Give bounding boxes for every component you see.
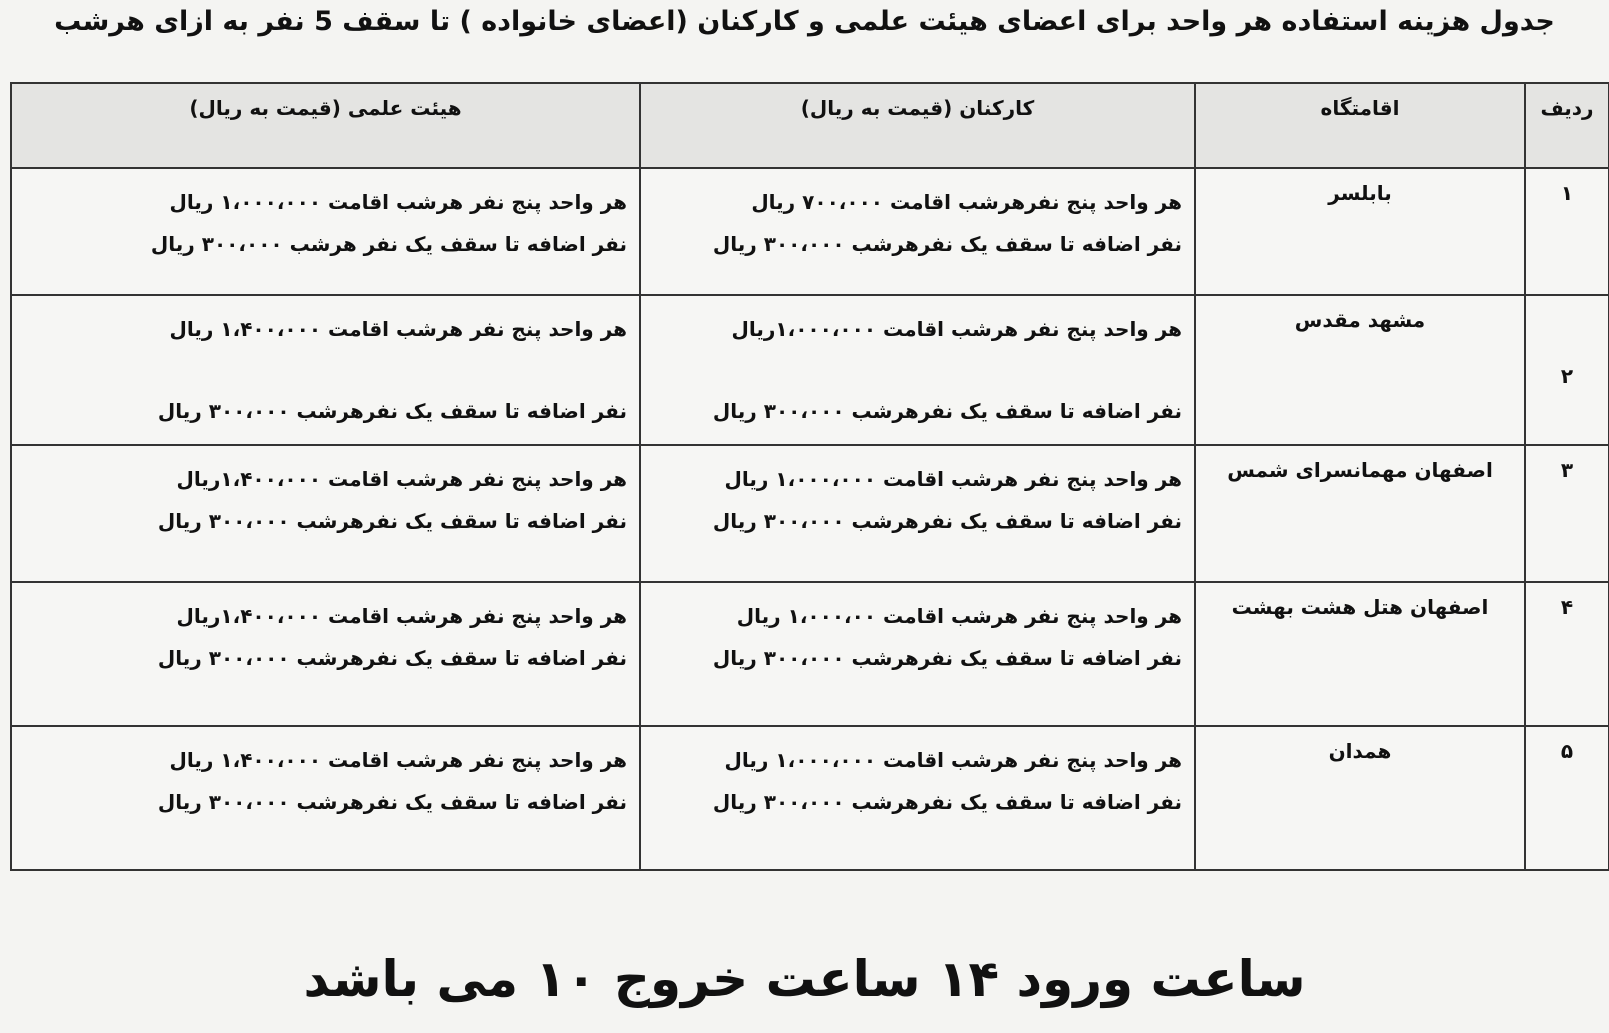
staff-rate-extra: نفر اضافه تا سقف یک نفرهرشب ۳۰۰،۰۰۰ ریال: [712, 509, 1182, 533]
faculty-rate-unit: هر واحد پنج نفر هرشب اقامت ۱،۴۰۰،۰۰۰ریال: [176, 467, 627, 491]
staff-rate-unit: هر واحد پنج نفرهرشب اقامت ۷۰۰،۰۰۰ ریال: [751, 190, 1182, 214]
staff-rate: [640, 582, 1195, 726]
faculty-rate: [11, 445, 640, 582]
row-number: ۵: [1525, 726, 1609, 870]
table-row: [11, 168, 1609, 295]
staff-rate-extra: نفر اضافه تا سقف یک نفرهرشب ۳۰۰،۰۰۰ ریال: [712, 399, 1182, 423]
place-name: مشهد مقدس: [1195, 295, 1525, 445]
faculty-rate: [11, 295, 640, 445]
header-row-number: ردیف: [1525, 83, 1609, 168]
faculty-rate-unit: هر واحد پنج نفر هرشب اقامت ۱،۴۰۰،۰۰۰ریال: [176, 604, 627, 628]
place-name: اصفهان هتل هشت بهشت: [1195, 582, 1525, 726]
staff-rate-unit: هر واحد پنج نفر هرشب اقامت ۱،۰۰۰،۰۰ ریال: [736, 604, 1182, 628]
faculty-rate: [11, 726, 640, 870]
faculty-rate-extra: نفر اضافه تا سقف یک نفرهرشب ۳۰۰،۰۰۰ ریال: [157, 646, 627, 670]
header-place: اقامتگاه: [1195, 83, 1525, 168]
faculty-rate-unit: هر واحد پنج نفر هرشب اقامت ۱،۴۰۰،۰۰۰ ریال: [169, 748, 627, 772]
staff-rate-extra: نفر اضافه تا سقف یک نفرهرشب ۳۰۰،۰۰۰ ریال: [712, 790, 1182, 814]
faculty-rate-unit: هر واحد پنج نفر هرشب اقامت ۱،۴۰۰،۰۰۰ ریال: [169, 317, 627, 341]
staff-rate: [640, 726, 1195, 870]
table-row: [11, 726, 1609, 870]
place-name: همدان: [1195, 726, 1525, 870]
rates-table: [10, 82, 1609, 871]
header-row: [11, 83, 1609, 168]
faculty-rate: [11, 582, 640, 726]
faculty-rate-extra: نفر اضافه تا سقف یک نفرهرشب ۳۰۰،۰۰۰ ریال: [157, 509, 627, 533]
place-name: بابلسر: [1195, 168, 1525, 295]
faculty-rate-extra: نفر اضافه تا سقف یک نفرهرشب ۳۰۰،۰۰۰ ریال: [157, 399, 627, 423]
staff-rate-unit: هر واحد پنج نفر هرشب اقامت ۱،۰۰۰،۰۰۰ ریال: [724, 748, 1182, 772]
row-number: ۲: [1525, 295, 1609, 445]
faculty-rate-extra: نفر اضافه تا سقف یک نفر هرشب ۳۰۰،۰۰۰ ریال: [150, 232, 627, 256]
row-number: ۱: [1525, 168, 1609, 295]
table-row: [11, 295, 1609, 445]
staff-rate: [640, 168, 1195, 295]
page-title: جدول هزینه استفاده هر واحد برای اعضای هیئت علمی و کارکنان (اعضای خانواده ) تا سقف 5 نفر به ازای هرشب: [54, 6, 1555, 37]
row-number: ۴: [1525, 582, 1609, 726]
staff-rate: [640, 445, 1195, 582]
staff-rate: [640, 295, 1195, 445]
faculty-rate: [11, 168, 640, 295]
staff-rate-extra: نفر اضافه تا سقف یک نفرهرشب ۳۰۰،۰۰۰ ریال: [712, 232, 1182, 256]
header-staff: کارکنان (قیمت به ریال): [640, 83, 1195, 168]
header-faculty: هیئت علمی (قیمت به ریال): [11, 83, 640, 168]
check-in-out-note: ساعت ورود ۱۴ ساعت خروج ۱۰ می باشد: [303, 950, 1306, 1008]
place-name: اصفهان مهمانسرای شمس: [1195, 445, 1525, 582]
staff-rate-unit: هر واحد پنج نفر هرشب اقامت ۱،۰۰۰،۰۰۰ریال: [731, 317, 1182, 341]
faculty-rate-unit: هر واحد پنج نفر هرشب اقامت ۱،۰۰۰،۰۰۰ ریال: [169, 190, 627, 214]
faculty-rate-extra: نفر اضافه تا سقف یک نفرهرشب ۳۰۰،۰۰۰ ریال: [157, 790, 627, 814]
staff-rate-extra: نفر اضافه تا سقف یک نفرهرشب ۳۰۰،۰۰۰ ریال: [712, 646, 1182, 670]
table-row: [11, 445, 1609, 582]
table-row: [11, 582, 1609, 726]
staff-rate-unit: هر واحد پنج نفر هرشب اقامت ۱،۰۰۰،۰۰۰ ریال: [724, 467, 1182, 491]
row-number: ۳: [1525, 445, 1609, 582]
